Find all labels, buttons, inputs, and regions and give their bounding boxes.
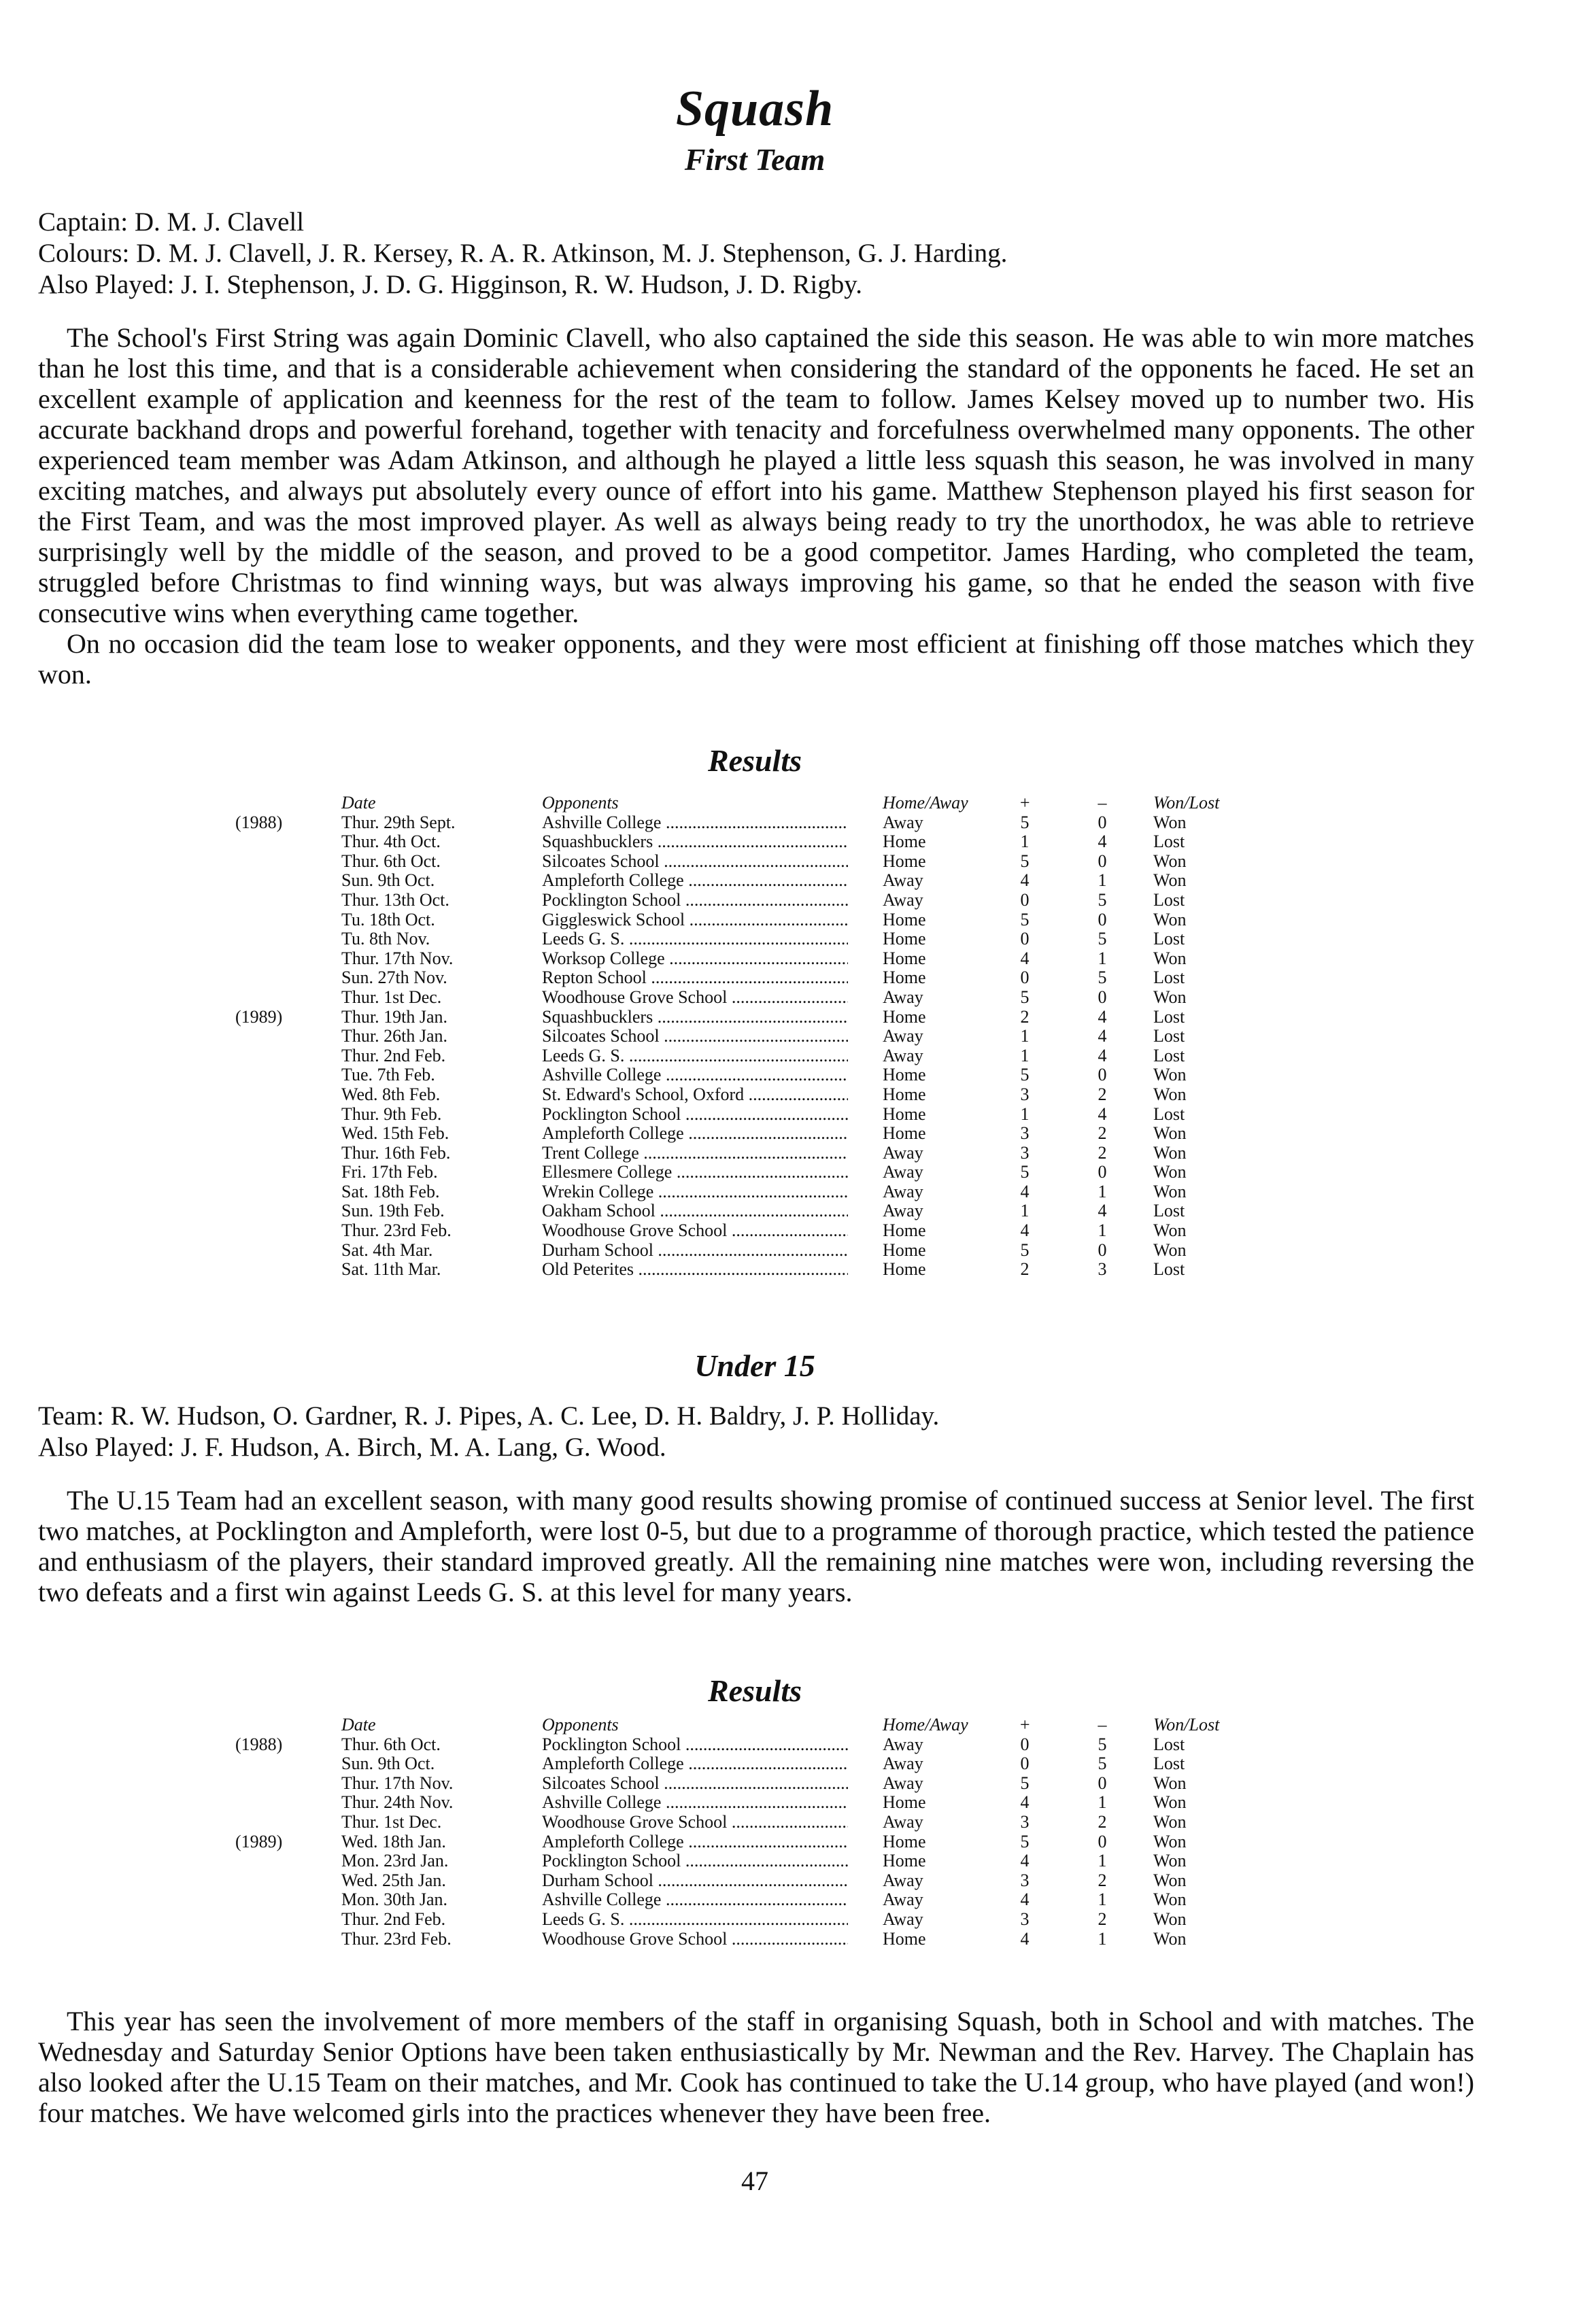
report-paragraph: This year has seen the involvement of more members of the staff in organising Squash, both in School and with matches. The Wednesday and Saturday Senior Options have been taken enthusiastically by Mr. Newman and the Rev. Harvey. The Chaplain has also looked after the U.15 Team on their matches, and Mr. Cook has continued to take the U.14 group, who have played (and won!) four matches. We have welcomed girls into the practices whenever they have been free. xyxy=(38,2006,1474,2128)
result-cell: Won xyxy=(1153,1928,1187,1949)
year-cell: (1989) xyxy=(235,1831,283,1851)
header-plus: + xyxy=(1019,793,1031,813)
home-away-cell: Away xyxy=(883,889,923,910)
games-lost-cell: 0 xyxy=(1098,812,1107,832)
header-won-lost: Won/Lost xyxy=(1153,1715,1220,1735)
games-lost-cell: 4 xyxy=(1098,1045,1107,1065)
games-won-cell: 4 xyxy=(1020,1851,1030,1871)
home-away-cell: Home xyxy=(883,1220,926,1241)
games-won-cell: 0 xyxy=(1020,929,1030,949)
year-cell: (1988) xyxy=(235,812,283,832)
opponent-cell: Ellesmere College ..... xyxy=(542,1163,848,1182)
u15-report xyxy=(38,1485,1474,1607)
table-row xyxy=(0,1793,1581,1813)
date-cell: Sat. 18th Feb. xyxy=(341,1181,440,1201)
games-won-cell: 2 xyxy=(1020,1259,1030,1280)
home-away-cell: Home xyxy=(883,1084,926,1104)
table-row xyxy=(0,988,1581,1008)
opponent-cell: Oakham School ..... xyxy=(542,1201,848,1221)
games-won-cell: 0 xyxy=(1020,968,1030,988)
table-row xyxy=(0,1832,1581,1852)
games-won-cell: 4 xyxy=(1020,870,1030,891)
games-lost-cell: 4 xyxy=(1098,1026,1107,1046)
date-cell: Thur. 24th Nov. xyxy=(341,1792,454,1813)
result-cell: Lost xyxy=(1153,1104,1185,1124)
date-cell: Fri. 17th Feb. xyxy=(341,1162,438,1182)
report-paragraph: The U.15 Team had an excellent season, with many good results showing promise of continued success at Senior level. The first two matches, at Pocklington and Ampleforth, were lost 0-5, but due to a programme of thorough practice, which tested the patience and enthusiasm of the players, their standard improved greatly. All the remaining nine matches were won, including reversing the two defeats and a first win against Leeds G. S. at this level for many years. xyxy=(38,1485,1474,1607)
games-lost-cell: 5 xyxy=(1098,929,1107,949)
table-row xyxy=(0,1105,1581,1125)
opponent-cell: Pocklington School ..... xyxy=(542,1735,848,1755)
result-cell: Won xyxy=(1153,1890,1187,1910)
date-cell: Wed. 8th Feb. xyxy=(341,1084,441,1104)
result-cell: Won xyxy=(1153,1065,1187,1085)
result-cell: Lost xyxy=(1153,1201,1185,1221)
result-cell: Won xyxy=(1153,1831,1187,1851)
table-row xyxy=(0,1851,1581,1871)
home-away-cell: Away xyxy=(883,1142,923,1163)
result-cell: Won xyxy=(1153,851,1187,871)
home-away-cell: Home xyxy=(883,1259,926,1280)
result-cell: Won xyxy=(1153,1240,1187,1260)
year-cell: (1988) xyxy=(235,1734,283,1754)
games-won-cell: 4 xyxy=(1020,1181,1030,1201)
u15-team-line: Team: R. W. Hudson, O. Gardner, R. J. Pipes, A. C. Lee, D. H. Baldry, J. P. Holliday. xyxy=(38,1401,940,1431)
table-row xyxy=(0,1260,1581,1280)
home-away-cell: Away xyxy=(883,1026,923,1046)
result-cell: Lost xyxy=(1153,1259,1185,1280)
home-away-cell: Home xyxy=(883,1240,926,1260)
games-lost-cell: 1 xyxy=(1098,1928,1107,1949)
games-lost-cell: 5 xyxy=(1098,1734,1107,1754)
games-won-cell: 4 xyxy=(1020,1792,1030,1813)
result-cell: Lost xyxy=(1153,968,1185,988)
games-lost-cell: 1 xyxy=(1098,1220,1107,1241)
date-cell: Wed. 25th Jan. xyxy=(341,1870,446,1890)
games-won-cell: 3 xyxy=(1020,1870,1030,1890)
games-lost-cell: 1 xyxy=(1098,870,1107,891)
games-won-cell: 3 xyxy=(1020,1142,1030,1163)
date-cell: Tu. 18th Oct. xyxy=(341,909,435,929)
home-away-cell: Home xyxy=(883,832,926,852)
home-away-cell: Away xyxy=(883,1045,923,1065)
games-won-cell: 3 xyxy=(1020,1084,1030,1104)
table-row xyxy=(0,1144,1581,1163)
table-row xyxy=(0,832,1581,852)
result-cell: Lost xyxy=(1153,1026,1185,1046)
also-played-line: Also Played: J. I. Stephenson, J. D. G. Higginson, R. W. Hudson, J. D. Rigby. xyxy=(38,270,862,299)
home-away-cell: Away xyxy=(883,1870,923,1890)
home-away-cell: Home xyxy=(883,948,926,968)
table-row xyxy=(0,1221,1581,1241)
games-won-cell: 1 xyxy=(1020,1045,1030,1065)
games-lost-cell: 2 xyxy=(1098,1870,1107,1890)
games-lost-cell: 1 xyxy=(1098,948,1107,968)
header-date: Date xyxy=(341,1715,376,1735)
games-won-cell: 3 xyxy=(1020,1811,1030,1832)
opponent-cell: Woodhouse Grove School ..... xyxy=(542,1930,848,1949)
opponent-cell: Woodhouse Grove School ..... xyxy=(542,1221,848,1241)
games-lost-cell: 1 xyxy=(1098,1890,1107,1910)
date-cell: Thur. 9th Feb. xyxy=(341,1104,442,1124)
result-cell: Won xyxy=(1153,812,1187,832)
home-away-cell: Away xyxy=(883,1754,923,1774)
games-won-cell: 4 xyxy=(1020,1928,1030,1949)
opponent-cell: Ashville College ..... xyxy=(542,1890,848,1910)
opponent-cell: Ampleforth College ..... xyxy=(542,1832,848,1852)
date-cell: Thur. 2nd Feb. xyxy=(341,1909,446,1929)
games-won-cell: 5 xyxy=(1020,1831,1030,1851)
result-cell: Lost xyxy=(1153,1734,1185,1754)
games-lost-cell: 1 xyxy=(1098,1851,1107,1871)
home-away-cell: Home xyxy=(883,851,926,871)
year-cell: (1989) xyxy=(235,1006,283,1027)
opponent-cell: Silcoates School ..... xyxy=(542,1027,848,1046)
table-row xyxy=(0,1046,1581,1066)
table-row xyxy=(0,1241,1581,1261)
games-won-cell: 5 xyxy=(1020,987,1030,1007)
opponent-cell: Squashbucklers ..... xyxy=(542,832,848,852)
result-cell: Won xyxy=(1153,1870,1187,1890)
home-away-cell: Away xyxy=(883,1773,923,1793)
home-away-cell: Home xyxy=(883,1928,926,1949)
header-plus: + xyxy=(1019,1715,1031,1735)
home-away-cell: Home xyxy=(883,1831,926,1851)
result-cell: Lost xyxy=(1153,929,1185,949)
result-cell: Lost xyxy=(1153,1006,1185,1027)
table-row xyxy=(0,910,1581,930)
opponent-cell: Squashbucklers ..... xyxy=(542,1008,848,1027)
report-paragraph: On no occasion did the team lose to weaker opponents, and they were most efficient at finishing off those matches which they won. xyxy=(38,628,1474,689)
header-home-away: Home/Away xyxy=(883,793,968,813)
table-row xyxy=(0,1930,1581,1949)
result-cell: Won xyxy=(1153,909,1187,929)
opponent-cell: Leeds G. S. ..... xyxy=(542,929,848,949)
games-lost-cell: 2 xyxy=(1098,1142,1107,1163)
report-paragraph: The School's First String was again Dominic Clavell, who also captained the side this season. He was able to win more matches than he lost this time, and that is a considerable achievement when considering the standard of the opponents he faced. He set an excellent example of application and keenness for the rest of the team to follow. James Kelsey moved up to number two. His accurate backhand drops and powerful forehand, together with tenacity and forcefulness overwhelmed many opponents. The other experienced team member was Adam Atkinson, and although he played a little less squash this season, he was involved in many exciting matches, and always put absolutely every ounce of effort into his game. Matthew Stephenson played his first season for the First Team, and was the most improved player. As well as always being ready to try the unorthodox, he was able to retrieve surprisingly well by the middle of the season, and proved to be a good competitor. James Harding, who completed the team, struggled before Christmas to find winning ways, but was always improving his game, so that he ended the season with five consecutive wins when everything came together. xyxy=(38,322,1474,628)
games-lost-cell: 5 xyxy=(1098,968,1107,988)
result-cell: Lost xyxy=(1153,889,1185,910)
date-cell: Sat. 4th Mar. xyxy=(341,1240,433,1260)
date-cell: Thur. 23rd Feb. xyxy=(341,1928,452,1949)
opponent-cell: Ampleforth College ..... xyxy=(542,871,848,891)
opponent-cell: Pocklington School ..... xyxy=(542,1851,848,1871)
opponent-cell: Ashville College ..... xyxy=(542,1793,848,1813)
games-won-cell: 5 xyxy=(1020,909,1030,929)
home-away-cell: Home xyxy=(883,929,926,949)
table-row xyxy=(0,1065,1581,1085)
games-won-cell: 3 xyxy=(1020,1123,1030,1144)
table-row xyxy=(0,1182,1581,1202)
header-minus: – xyxy=(1098,793,1107,813)
opponent-cell: Worksop College ..... xyxy=(542,949,848,969)
opponent-cell: Ashville College ..... xyxy=(542,1065,848,1085)
date-cell: Thur. 13th Oct. xyxy=(341,889,449,910)
games-lost-cell: 2 xyxy=(1098,1084,1107,1104)
colours-line: Colours: D. M. J. Clavell, J. R. Kersey, R. A. R. Atkinson, M. J. Stephenson, G. J. Harding. xyxy=(38,239,1008,268)
header-home-away: Home/Away xyxy=(883,1715,968,1735)
games-won-cell: 3 xyxy=(1020,1909,1030,1929)
opponent-cell: Wrekin College ..... xyxy=(542,1182,848,1202)
u15-also-played-line: Also Played: J. F. Hudson, A. Birch, M. A. Lang, G. Wood. xyxy=(38,1433,666,1462)
header-minus: – xyxy=(1098,1715,1107,1735)
date-cell: Thur. 17th Nov. xyxy=(341,1773,454,1793)
table-row xyxy=(0,1871,1581,1891)
result-cell: Won xyxy=(1153,948,1187,968)
result-cell: Won xyxy=(1153,1773,1187,1793)
closing-report xyxy=(38,2006,1474,2128)
result-cell: Won xyxy=(1153,870,1187,891)
date-cell: Thur. 6th Oct. xyxy=(341,851,441,871)
games-won-cell: 1 xyxy=(1020,832,1030,852)
table-row xyxy=(0,1735,1581,1755)
table-row xyxy=(0,1163,1581,1182)
header-won-lost: Won/Lost xyxy=(1153,793,1220,813)
u15-results-table xyxy=(0,1715,1581,1949)
date-cell: Mon. 23rd Jan. xyxy=(341,1851,449,1871)
games-won-cell: 5 xyxy=(1020,1065,1030,1085)
home-away-cell: Away xyxy=(883,812,923,832)
table-row xyxy=(0,813,1581,833)
opponent-cell: Old Peterites ..... xyxy=(542,1260,848,1280)
games-lost-cell: 5 xyxy=(1098,1754,1107,1774)
games-won-cell: 4 xyxy=(1020,1220,1030,1241)
games-lost-cell: 0 xyxy=(1098,1240,1107,1260)
home-away-cell: Away xyxy=(883,1909,923,1929)
date-cell: Thur. 16th Feb. xyxy=(341,1142,451,1163)
games-lost-cell: 4 xyxy=(1098,1006,1107,1027)
games-lost-cell: 0 xyxy=(1098,1773,1107,1793)
games-lost-cell: 0 xyxy=(1098,1831,1107,1851)
result-cell: Won xyxy=(1153,1162,1187,1182)
games-won-cell: 0 xyxy=(1020,1754,1030,1774)
games-lost-cell: 5 xyxy=(1098,889,1107,910)
opponent-cell: Trent College ..... xyxy=(542,1144,848,1163)
result-cell: Won xyxy=(1153,987,1187,1007)
home-away-cell: Home xyxy=(883,1792,926,1813)
home-away-cell: Home xyxy=(883,968,926,988)
result-cell: Lost xyxy=(1153,832,1185,852)
date-cell: Thur. 4th Oct. xyxy=(341,832,441,852)
date-cell: Thur. 26th Jan. xyxy=(341,1026,447,1046)
date-cell: Sun. 9th Oct. xyxy=(341,870,435,891)
games-lost-cell: 0 xyxy=(1098,909,1107,929)
header-date: Date xyxy=(341,793,376,813)
date-cell: Thur. 17th Nov. xyxy=(341,948,454,968)
games-lost-cell: 2 xyxy=(1098,1909,1107,1929)
opponent-cell: Giggleswick School ..... xyxy=(542,910,848,930)
under-15-heading: Under 15 xyxy=(694,1348,815,1383)
games-lost-cell: 1 xyxy=(1098,1181,1107,1201)
date-cell: Thur. 2nd Feb. xyxy=(341,1045,446,1065)
table-row xyxy=(0,929,1581,949)
games-won-cell: 1 xyxy=(1020,1026,1030,1046)
games-lost-cell: 4 xyxy=(1098,1201,1107,1221)
u15-results-heading: Results xyxy=(707,1673,802,1708)
opponent-cell: Silcoates School ..... xyxy=(542,1774,848,1794)
date-cell: Thur. 6th Oct. xyxy=(341,1734,441,1754)
table-row xyxy=(0,1008,1581,1027)
games-won-cell: 2 xyxy=(1020,1006,1030,1027)
table-row xyxy=(0,871,1581,891)
result-cell: Won xyxy=(1153,1084,1187,1104)
page-title: Squash xyxy=(675,81,834,137)
games-lost-cell: 2 xyxy=(1098,1123,1107,1144)
date-cell: Thur. 1st Dec. xyxy=(341,987,442,1007)
opponent-cell: Ampleforth College ..... xyxy=(542,1124,848,1144)
date-cell: Sun. 27th Nov. xyxy=(341,968,447,988)
games-lost-cell: 3 xyxy=(1098,1259,1107,1280)
opponent-cell: Leeds G. S. ..... xyxy=(542,1910,848,1930)
first-team-results-heading: Results xyxy=(707,743,802,778)
first-team-heading: First Team xyxy=(684,142,826,177)
games-lost-cell: 1 xyxy=(1098,1792,1107,1813)
opponent-cell: Pocklington School ..... xyxy=(542,1105,848,1125)
table-row xyxy=(0,1813,1581,1832)
table-row xyxy=(0,949,1581,969)
home-away-cell: Away xyxy=(883,1734,923,1754)
result-cell: Won xyxy=(1153,1220,1187,1241)
games-won-cell: 1 xyxy=(1020,1104,1030,1124)
opponent-cell: Silcoates School ..... xyxy=(542,852,848,872)
header-opponents: Opponents xyxy=(542,1715,619,1735)
date-cell: Tu. 8th Nov. xyxy=(341,929,430,949)
table-row xyxy=(0,1124,1581,1144)
opponent-cell: Durham School ..... xyxy=(542,1871,848,1891)
games-won-cell: 5 xyxy=(1020,1773,1030,1793)
first-team-report xyxy=(38,322,1474,689)
date-cell: Wed. 18th Jan. xyxy=(341,1831,446,1851)
opponent-cell: Woodhouse Grove School ..... xyxy=(542,988,848,1008)
captain-line: Captain: D. M. J. Clavell xyxy=(38,207,305,237)
games-lost-cell: 4 xyxy=(1098,832,1107,852)
games-won-cell: 4 xyxy=(1020,948,1030,968)
opponent-cell: Ampleforth College ..... xyxy=(542,1754,848,1774)
home-away-cell: Home xyxy=(883,1065,926,1085)
date-cell: Thur. 19th Jan. xyxy=(341,1006,447,1027)
date-cell: Mon. 30th Jan. xyxy=(341,1890,447,1910)
date-cell: Sat. 11th Mar. xyxy=(341,1259,441,1280)
home-away-cell: Away xyxy=(883,1890,923,1910)
home-away-cell: Away xyxy=(883,870,923,891)
home-away-cell: Home xyxy=(883,1104,926,1124)
result-cell: Lost xyxy=(1153,1045,1185,1065)
date-cell: Sun. 9th Oct. xyxy=(341,1754,435,1774)
home-away-cell: Away xyxy=(883,1181,923,1201)
opponent-cell: Ashville College ..... xyxy=(542,813,848,833)
table-row xyxy=(0,852,1581,872)
table-row xyxy=(0,1754,1581,1774)
games-lost-cell: 0 xyxy=(1098,987,1107,1007)
games-won-cell: 5 xyxy=(1020,851,1030,871)
result-cell: Won xyxy=(1153,1142,1187,1163)
home-away-cell: Away xyxy=(883,1201,923,1221)
result-cell: Won xyxy=(1153,1123,1187,1144)
result-cell: Lost xyxy=(1153,1754,1185,1774)
games-won-cell: 5 xyxy=(1020,812,1030,832)
games-won-cell: 0 xyxy=(1020,1734,1030,1754)
opponent-cell: Durham School ..... xyxy=(542,1241,848,1261)
table-row xyxy=(0,1085,1581,1105)
date-cell: Wed. 15th Feb. xyxy=(341,1123,449,1144)
opponent-cell: Woodhouse Grove School ..... xyxy=(542,1813,848,1832)
home-away-cell: Home xyxy=(883,1851,926,1871)
games-won-cell: 0 xyxy=(1020,889,1030,910)
opponent-cell: Repton School ..... xyxy=(542,968,848,988)
date-cell: Sun. 19th Feb. xyxy=(341,1201,445,1221)
table-row xyxy=(0,1774,1581,1794)
opponent-cell: Leeds G. S. ..... xyxy=(542,1046,848,1066)
home-away-cell: Home xyxy=(883,909,926,929)
games-won-cell: 5 xyxy=(1020,1162,1030,1182)
home-away-cell: Away xyxy=(883,1162,923,1182)
home-away-cell: Home xyxy=(883,1006,926,1027)
result-cell: Won xyxy=(1153,1851,1187,1871)
table-row xyxy=(0,1910,1581,1930)
result-cell: Won xyxy=(1153,1909,1187,1929)
result-cell: Won xyxy=(1153,1792,1187,1813)
home-away-cell: Away xyxy=(883,1811,923,1832)
home-away-cell: Away xyxy=(883,987,923,1007)
table-header xyxy=(0,1715,1581,1735)
table-row xyxy=(0,891,1581,910)
table-row xyxy=(0,1890,1581,1910)
table-row xyxy=(0,1027,1581,1046)
header-opponents: Opponents xyxy=(542,793,619,813)
date-cell: Thur. 1st Dec. xyxy=(341,1811,442,1832)
games-lost-cell: 0 xyxy=(1098,851,1107,871)
home-away-cell: Home xyxy=(883,1123,926,1144)
first-team-results-table xyxy=(0,793,1581,1280)
games-lost-cell: 0 xyxy=(1098,1162,1107,1182)
games-lost-cell: 2 xyxy=(1098,1811,1107,1832)
games-lost-cell: 0 xyxy=(1098,1065,1107,1085)
games-won-cell: 5 xyxy=(1020,1240,1030,1260)
result-cell: Won xyxy=(1153,1811,1187,1832)
games-won-cell: 1 xyxy=(1020,1201,1030,1221)
page-number: 47 xyxy=(741,2166,768,2196)
opponent-cell: St. Edward's School, Oxford ..... xyxy=(542,1085,848,1105)
table-header xyxy=(0,793,1581,813)
table-row xyxy=(0,968,1581,988)
result-cell: Won xyxy=(1153,1181,1187,1201)
date-cell: Thur. 23rd Feb. xyxy=(341,1220,452,1241)
games-won-cell: 4 xyxy=(1020,1890,1030,1910)
table-row xyxy=(0,1201,1581,1221)
opponent-cell: Pocklington School ..... xyxy=(542,891,848,910)
date-cell: Thur. 29th Sept. xyxy=(341,812,456,832)
games-lost-cell: 4 xyxy=(1098,1104,1107,1124)
date-cell: Tue. 7th Feb. xyxy=(341,1065,435,1085)
